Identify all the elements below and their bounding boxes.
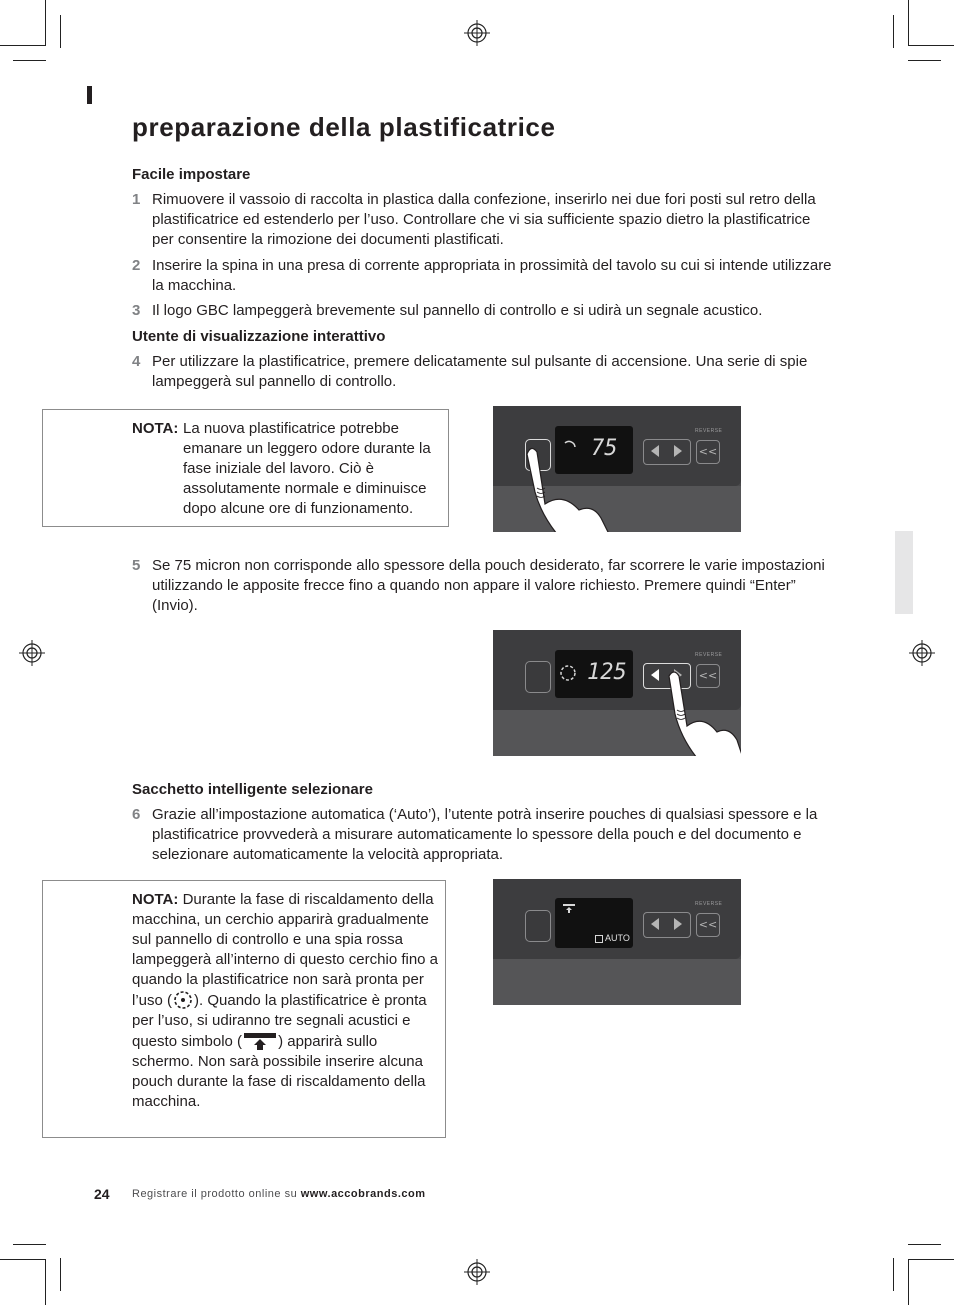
step-item bbox=[132, 352, 832, 392]
step-number: 5 bbox=[132, 557, 141, 574]
step-text: Rimuovere il vassoio di raccolta in plastica dalla confezione, inserirlo nei due fori posti sul retro della plastificatrice ed estenderlo per l’uso. Controllare che vi sia sufficiente spazio dietro la plastificatrice per consentire la rimozione dei documenti plastificati. bbox=[152, 191, 816, 248]
finger-icon bbox=[665, 668, 741, 756]
control-panel-image bbox=[493, 879, 741, 1005]
crop-mark bbox=[0, 1259, 46, 1260]
crop-mark bbox=[60, 15, 61, 48]
reverse-button: << bbox=[696, 664, 720, 688]
display-screen bbox=[555, 650, 633, 698]
page-title: preparazione della plastificatrice bbox=[132, 112, 556, 142]
crop-mark bbox=[908, 0, 909, 46]
note-text: La nuova plastificatrice potrebbe emanare un leggero odore durante la fase iniziale del lavoro. Ciò è assolutamente normale e diminuisce dopo alcune ore di funzionamento. bbox=[183, 420, 431, 517]
note-box bbox=[42, 409, 449, 527]
power-button bbox=[525, 661, 551, 693]
footer-url[interactable]: www.accobrands.com bbox=[300, 1188, 426, 1200]
arrow-left-icon bbox=[651, 669, 659, 681]
control-panel-image bbox=[493, 406, 741, 532]
section-heading: Utente di visualizzazione interattivo bbox=[132, 328, 386, 345]
note-text-part: ). Quando la plastificatrice è pronta per l’uso, si udiranno tre segnali acustici e questo simbolo ( bbox=[132, 992, 427, 1050]
note-label: NOTA: bbox=[132, 420, 179, 437]
step-item bbox=[132, 301, 832, 321]
step-number: 3 bbox=[132, 302, 141, 319]
step-text: Il logo GBC lampeggerà brevemente sul pannello di controllo e si udirà un segnale acustico. bbox=[152, 302, 763, 319]
side-tab bbox=[895, 531, 913, 614]
step-item bbox=[132, 556, 832, 616]
crop-mark bbox=[45, 0, 46, 46]
reverse-label: REVERSE bbox=[695, 428, 723, 434]
crop-mark bbox=[60, 1258, 61, 1291]
display-value: 75 bbox=[591, 436, 618, 461]
step-number: 4 bbox=[132, 353, 141, 370]
registration-mark bbox=[464, 1259, 490, 1285]
display-value: AUTO bbox=[605, 933, 630, 943]
registration-mark bbox=[19, 640, 45, 666]
crop-mark bbox=[45, 1259, 46, 1305]
arrow-buttons bbox=[643, 912, 691, 938]
step-text: Per utilizzare la plastificatrice, premere delicatamente sul pulsante di accensione. Una serie di spie lampeggerà sul pannello di controllo. bbox=[152, 353, 808, 390]
arrow-right-icon bbox=[674, 918, 682, 930]
crop-mark bbox=[908, 1259, 954, 1260]
registration-mark bbox=[909, 640, 935, 666]
crop-mark bbox=[908, 45, 954, 46]
ready-pouch-icon bbox=[242, 1031, 278, 1051]
note-label: NOTA: bbox=[132, 891, 179, 908]
note-text-part: ) apparirà sullo schermo. Non sarà possibile inserire alcuna pouch durante la fase di riscaldamento della macchina. bbox=[132, 1033, 426, 1110]
crop-mark bbox=[893, 15, 894, 48]
step-item bbox=[132, 805, 832, 865]
reverse-label: REVERSE bbox=[695, 901, 723, 907]
step-text: Inserire la spina in una presa di corrente appropriata in prossimità del tavolo su cui si intende utilizzare la macchina. bbox=[152, 257, 832, 294]
crop-mark bbox=[13, 1244, 46, 1245]
crop-mark bbox=[908, 1259, 909, 1305]
section-heading: Sacchetto intelligente selezionare bbox=[132, 781, 373, 798]
page-number: 24 bbox=[94, 1186, 110, 1202]
section-heading: Facile impostare bbox=[132, 166, 251, 183]
reverse-label: REVERSE bbox=[695, 652, 723, 658]
warming-circle-icon bbox=[172, 990, 194, 1010]
step-text: Grazie all’impostazione automatica (‘Auto’), l’utente potrà inserire pouches di qualsiasi spessore e la plastificatrice provvederà a misurare automaticamente lo spessore della pouch e del documento e selezionare automaticamente la velocità appropriata. bbox=[152, 806, 818, 863]
step-item bbox=[132, 256, 832, 296]
display-value: 125 bbox=[587, 660, 627, 685]
note-box bbox=[42, 880, 446, 1138]
note-text-part: Durante la fase di riscaldamento della macchina, un cerchio apparirà gradualmente sul pannello di controllo e una spia rossa lampeggerà all’interno di questo cerchio fino a quando la plastificatrice non sarà pronta per l’uso ( bbox=[132, 891, 439, 1009]
arrow-buttons bbox=[643, 439, 691, 465]
section-letter-marker bbox=[87, 86, 92, 104]
power-button bbox=[525, 910, 551, 942]
footer-label: Registrare il prodotto online su bbox=[132, 1188, 301, 1200]
arrow-right-icon bbox=[674, 445, 682, 457]
step-item bbox=[132, 190, 832, 250]
registration-mark bbox=[464, 20, 490, 46]
control-panel-image bbox=[493, 630, 741, 756]
step-number: 2 bbox=[132, 257, 141, 274]
heating-indicator-icon bbox=[559, 664, 577, 682]
crop-mark bbox=[13, 60, 46, 61]
auto-indicator-icon bbox=[595, 935, 603, 943]
note-text bbox=[132, 890, 440, 1112]
arrow-left-icon bbox=[651, 918, 659, 930]
crop-mark bbox=[893, 1258, 894, 1291]
display-screen bbox=[555, 898, 633, 948]
step-number: 1 bbox=[132, 191, 141, 208]
crop-mark bbox=[908, 60, 941, 61]
finger-icon bbox=[523, 444, 623, 532]
crop-mark bbox=[908, 1244, 941, 1245]
step-text: Se 75 micron non corrisponde allo spessore della pouch desiderato, far scorrere le varie impostazioni utilizzando le apposite frecce fino a quando non appare il valore richiesto. Premere quindi “Enter” (Invio). bbox=[152, 557, 825, 614]
ready-pouch-icon bbox=[563, 904, 575, 914]
arrow-left-icon bbox=[651, 445, 659, 457]
footer-text bbox=[132, 1188, 426, 1200]
reverse-button: << bbox=[696, 440, 720, 464]
reverse-button: << bbox=[696, 913, 720, 937]
step-number: 6 bbox=[132, 806, 141, 823]
crop-mark bbox=[0, 45, 46, 46]
